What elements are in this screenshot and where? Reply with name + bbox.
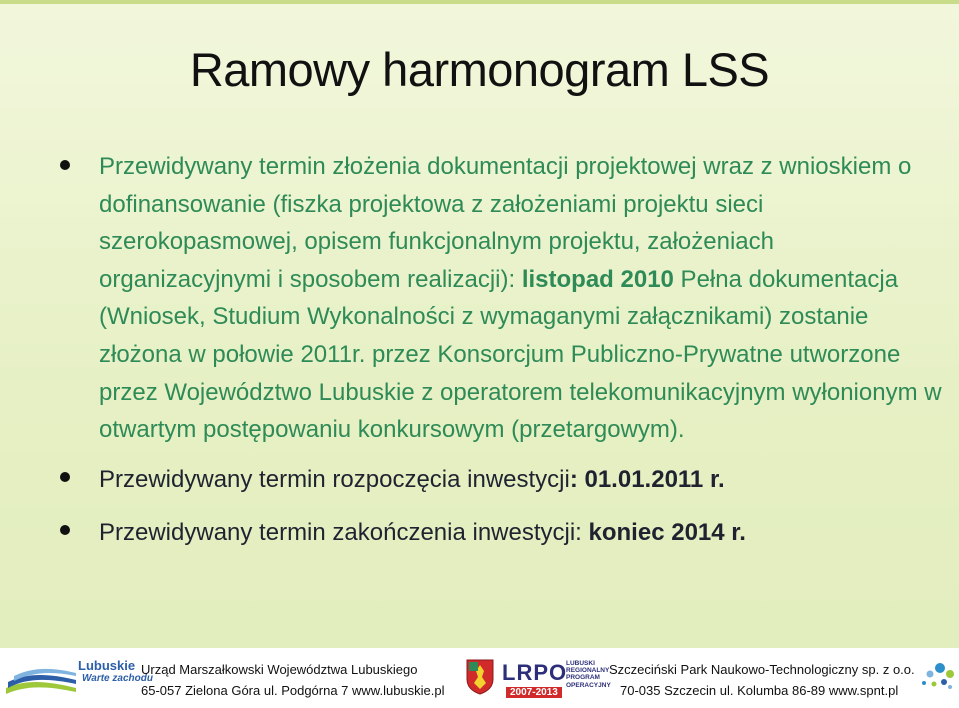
park-name: Szczeciński Park Naukowo-Technologiczny sp. z o.o. [609, 662, 915, 677]
bullet-paragraph [99, 148, 945, 449]
coat-of-arms-icon [466, 659, 494, 695]
lrpo-years: 2007-2013 [506, 687, 562, 698]
lrpo-logo-text: LRPO [502, 660, 568, 685]
bullet-dot-icon [60, 525, 70, 535]
bullet-paragraph [99, 514, 945, 552]
office-name: Urząd Marszałkowski Województwa Lubuskiego [141, 662, 418, 677]
top-strip [0, 0, 959, 4]
bullet-text-pre: Przewidywany termin złożenia dokumentacji projektowej wraz z wnioskiem o dofinansowanie (fiszka projektowa z założeniami projektu sieci szerokopasmowej, opisem funkcjonalnym projektu, założeniach organizacyjnymi i sposobem realizacji): [99, 153, 912, 293]
lrpo-program-name: LUBUSKI REGIONALNY PROGRAM OPERACYJNY [566, 660, 611, 689]
bullet-text-pre: Przewidywany termin zakończenia inwestycji: [99, 519, 589, 547]
bullet-item-schedule-documentation [60, 148, 945, 449]
bullet-item-start-date [60, 461, 945, 499]
office-address: 65-057 Zielona Góra ul. Podgórna 7 www.lubuskie.pl [141, 683, 445, 698]
bullet-text-pre: Przewidywany termin rozpoczęcia inwestycji [99, 465, 570, 493]
slide-title: Ramowy harmonogram LSS [189, 43, 770, 96]
bullet-text-strong: : 01.01.2011 r. [569, 465, 725, 493]
lubuskie-logo-text: Lubuskie [78, 658, 136, 673]
bullet-text-strong: listopad 2010 [521, 265, 674, 293]
bullet-text-strong: koniec 2014 r. [588, 519, 746, 547]
bullet-dot-icon [60, 472, 70, 482]
park-address: 70-035 Szczecin ul. Kolumba 86-89 www.spnt.pl [620, 683, 899, 698]
bullet-dot-icon [60, 160, 70, 170]
bullet-paragraph [99, 461, 945, 499]
spnt-logo-icon [900, 656, 956, 696]
footer-bar [0, 648, 959, 708]
bullet-item-end-date [60, 514, 945, 552]
lubuskie-logo-tagline: Warte zachodu [82, 673, 153, 684]
bullet-list [60, 148, 945, 552]
bullet-text-post: Pełna dokumentacja (Wniosek, Studium Wykonalności z wymaganymi załącznikami) zostanie złożona w połowie 2011r. przez Konsorcjum Publiczno-Prywatne utworzone przez Województwo Lubuskie z operatorem telekomunikacyjnym wyłonionym w otwartym postępowaniu konkursowym (przetargowym). [99, 265, 942, 444]
